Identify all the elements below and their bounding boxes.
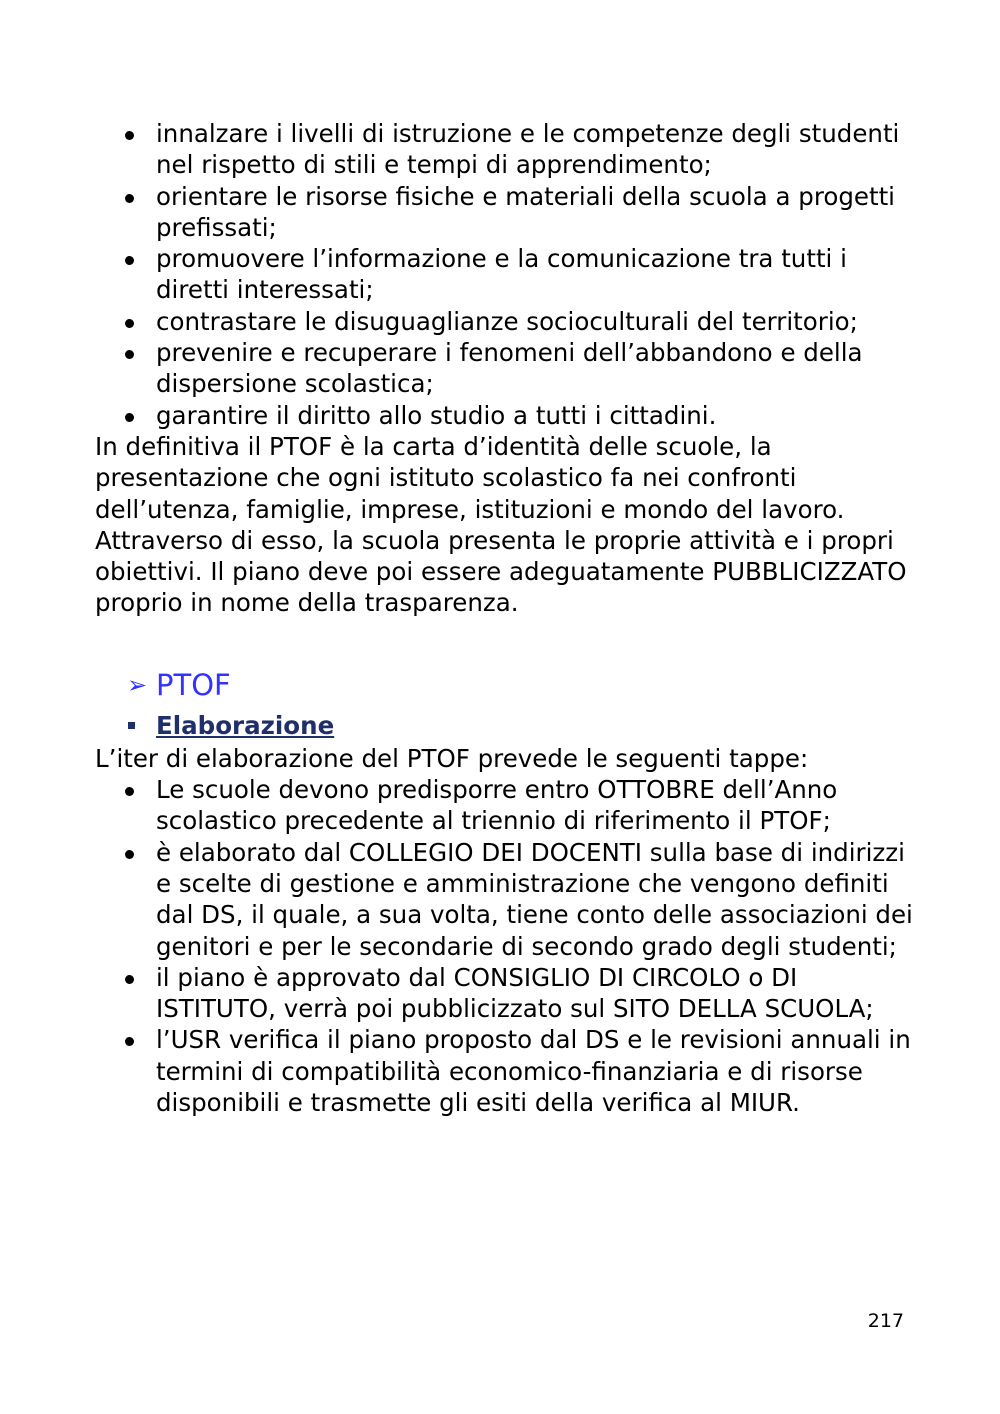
list-item-text: prevenire e recuperare i fenomeni dell’abbandono e della dispersione scolastica; xyxy=(156,338,863,399)
list-item xyxy=(95,774,915,837)
section-heading xyxy=(95,665,915,705)
list-item xyxy=(95,118,915,181)
summary-paragraph: In definitiva il PTOF è la carta d’identità delle scuole, la presentazione che ogni istituto scolastico fa nei confronti dell’utenza, famiglie, imprese, istituzioni e mondo del lavoro. Attraverso di esso, la scuola presenta le proprie attività e i propri obiettivi. Il piano deve poi essere adeguatamente PUBBLICIZZATO proprio in nome della trasparenza. xyxy=(95,431,907,618)
bullet-icon xyxy=(125,975,134,984)
square-bullet-icon xyxy=(128,722,135,729)
page-content xyxy=(95,118,915,1118)
bullet-icon xyxy=(125,1037,134,1046)
list-item-text: garantire il diritto allo studio a tutti i cittadini. xyxy=(156,400,717,430)
list-item-text: orientare le risorse fisiche e materiali della scuola a progetti prefissati; xyxy=(156,181,895,242)
list-item xyxy=(95,306,915,337)
list-item xyxy=(95,243,915,306)
list-item xyxy=(95,181,915,244)
list-item xyxy=(95,837,915,962)
list-item-text: Le scuole devono predisporre entro OTTOBRE dell’Anno scolastico precedente al triennio di riferimento il PTOF; xyxy=(156,775,838,836)
list-item-text: innalzare i livelli di istruzione e le competenze degli studenti nel rispetto di stili e tempi di apprendimento; xyxy=(156,119,900,180)
list-item-text: il piano è approvato dal CONSIGLIO DI CIRCOLO o DI ISTITUTO, verrà poi pubblicizzato sul SITO DELLA SCUOLA; xyxy=(156,962,874,1024)
subsection-heading-text: Elaborazione xyxy=(156,710,335,740)
objectives-list xyxy=(95,118,915,431)
list-item-text: promuovere l’informazione e la comunicazione tra tutti i diretti interessati; xyxy=(156,244,847,305)
steps-list xyxy=(95,774,915,1118)
subsection-heading xyxy=(95,709,915,743)
bullet-icon xyxy=(125,256,134,265)
bullet-icon xyxy=(125,194,134,203)
list-item xyxy=(95,337,915,400)
bullet-icon xyxy=(125,413,134,422)
list-item-text: è elaborato dal COLLEGIO DEI DOCENTI sulla base di indirizzi e scelte di gestione e amministrazione che vengono definiti dal DS, il quale, a sua volta, tiene conto delle associazioni dei genitori e per le secondarie di secondo grado degli studenti; xyxy=(156,837,913,961)
section-heading-text: PTOF xyxy=(156,667,231,702)
arrow-bullet-icon: ➢ xyxy=(127,670,148,699)
bullet-icon xyxy=(125,350,134,359)
list-item xyxy=(95,1024,915,1118)
list-item xyxy=(95,400,915,431)
bullet-icon xyxy=(125,787,134,796)
list-item-text: contrastare le disuguaglianze socioculturali del territorio; xyxy=(156,306,858,336)
bullet-icon xyxy=(125,319,134,328)
bullet-icon xyxy=(125,131,134,140)
intro-paragraph: L’iter di elaborazione del PTOF prevede le seguenti tappe: xyxy=(95,743,809,773)
page-number: 217 xyxy=(867,1310,904,1332)
bullet-icon xyxy=(125,850,134,859)
section-spacer xyxy=(95,619,915,665)
list-item-text: l’USR verifica il piano proposto dal DS e le revisioni annuali in termini di compatibilità economico-finanziaria e di risorse disponibili e trasmette gli esiti della verifica al MIUR. xyxy=(156,1025,911,1118)
list-item xyxy=(95,962,915,1025)
